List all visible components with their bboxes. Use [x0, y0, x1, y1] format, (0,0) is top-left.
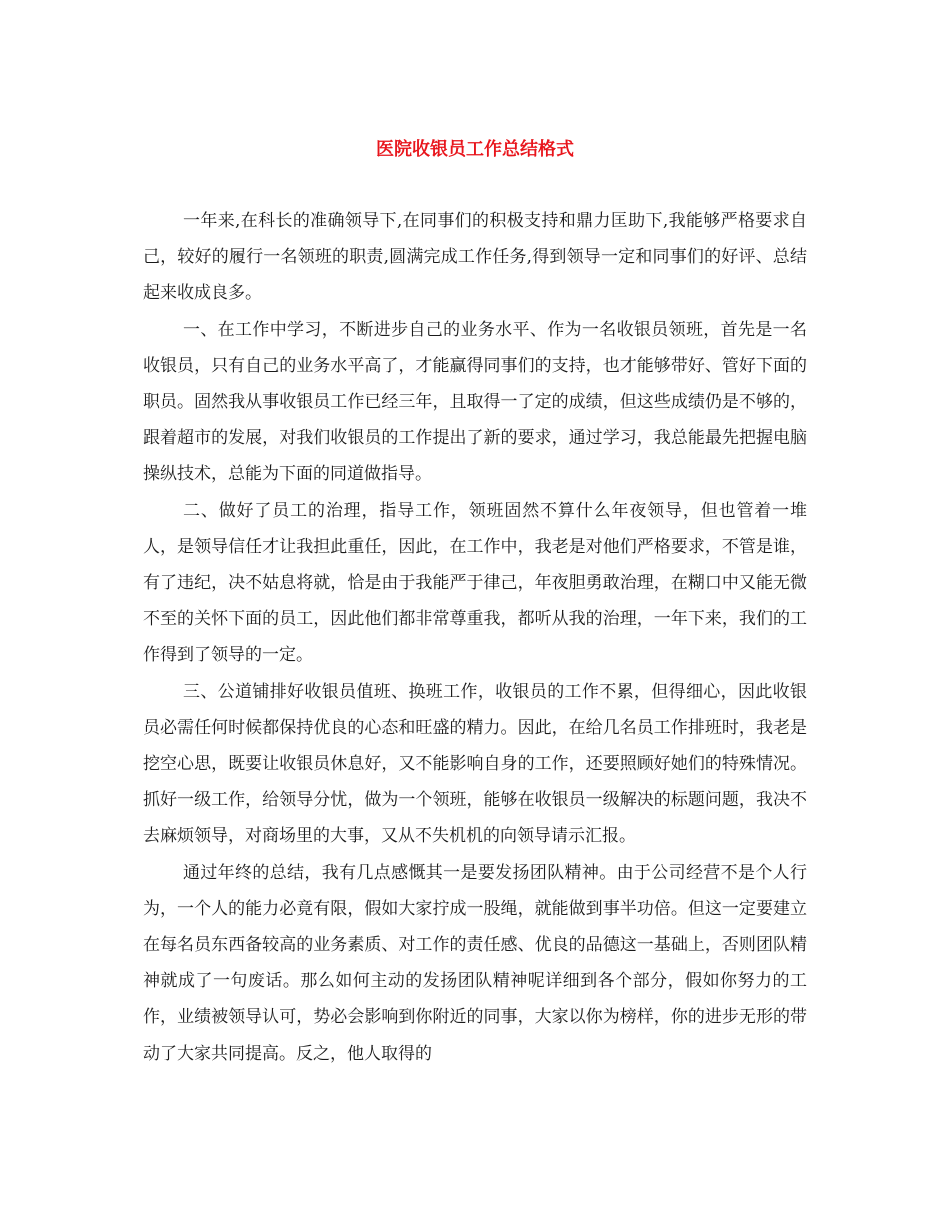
document-title: 医院收银员工作总结格式 — [376, 139, 574, 160]
document-body — [143, 203, 807, 1072]
paragraph-section-2: 二、做好了员工的治理，指导工作，领班固然不算什么年夜领导，但也管着一堆人，是领导信任才让我担此重任，因此，在工作中，我老是对他们严格要求，不管是谁，有了违纪，决不姑息将就，恰是由于我能严于律己，年夜胆勇敢治理，在糊口中又能无微不至的关怀下面的员工，因此他们都非常尊重我，都听从我的治理，一年下来，我们的工作得到了领导的一定。 — [143, 500, 807, 666]
paragraph-intro: 一年来,在科长的准确领导下,在同事们的积极支持和鼎力匡助下,我能够严格要求自己，较好的履行一名领班的职责,圆满完成工作任务,得到领导一定和同事们的好评、总结起来收成良多。 — [143, 211, 807, 304]
paragraph-section-1: 一、在工作中学习，不断进步自己的业务水平、作为一名收银员领班，首先是一名收银员，只有自己的业务水平高了，才能赢得同事们的支持，也才能够带好、管好下面的职员。固然我从事收银员工作已经三年，且取得一了定的成绩，但这些成绩仍是不够的，跟着超市的发展，对我们收银员的工作提出了新的要求，通过学习，我总能最先把握电脑操纵技术，总能为下面的同道做指导。 — [143, 319, 807, 485]
paragraph-conclusion: 通过年终的总结，我有几点感慨其一是要发扬团队精神。由于公司经营不是个人行为，一个人的能力必竟有限，假如大家拧成一股绳，就能做到事半功倍。但这一定要建立在每名员东西备较高的业务素质、对工作的责任感、优良的品德这一基础上，否则团队精神就成了一句废话。那么如何主动的发扬团队精神呢详细到各个部分，假如你努力的工作，业绩被领导认可，势必会影响到你附近的同事，大家以你为榜样，你的进步无形的带动了大家共同提高。反之，他人取得的 — [143, 862, 807, 1064]
paragraph-section-3: 三、公道铺排好收银员值班、换班工作，收银员的工作不累，但得细心，因此收银员必需任何时候都保持优良的心态和旺盛的精力。因此，在给几名员工作排班时，我老是挖空心思，既要让收银员休息好，又不能影响自身的工作，还要照顾好她们的特殊情况。抓好一级工作，给领导分忧，做为一个领班，能够在收银员一级解决的标题问题，我决不去麻烦领导，对商场里的大事，又从不失机机的向领导请示汇报。 — [143, 681, 807, 847]
